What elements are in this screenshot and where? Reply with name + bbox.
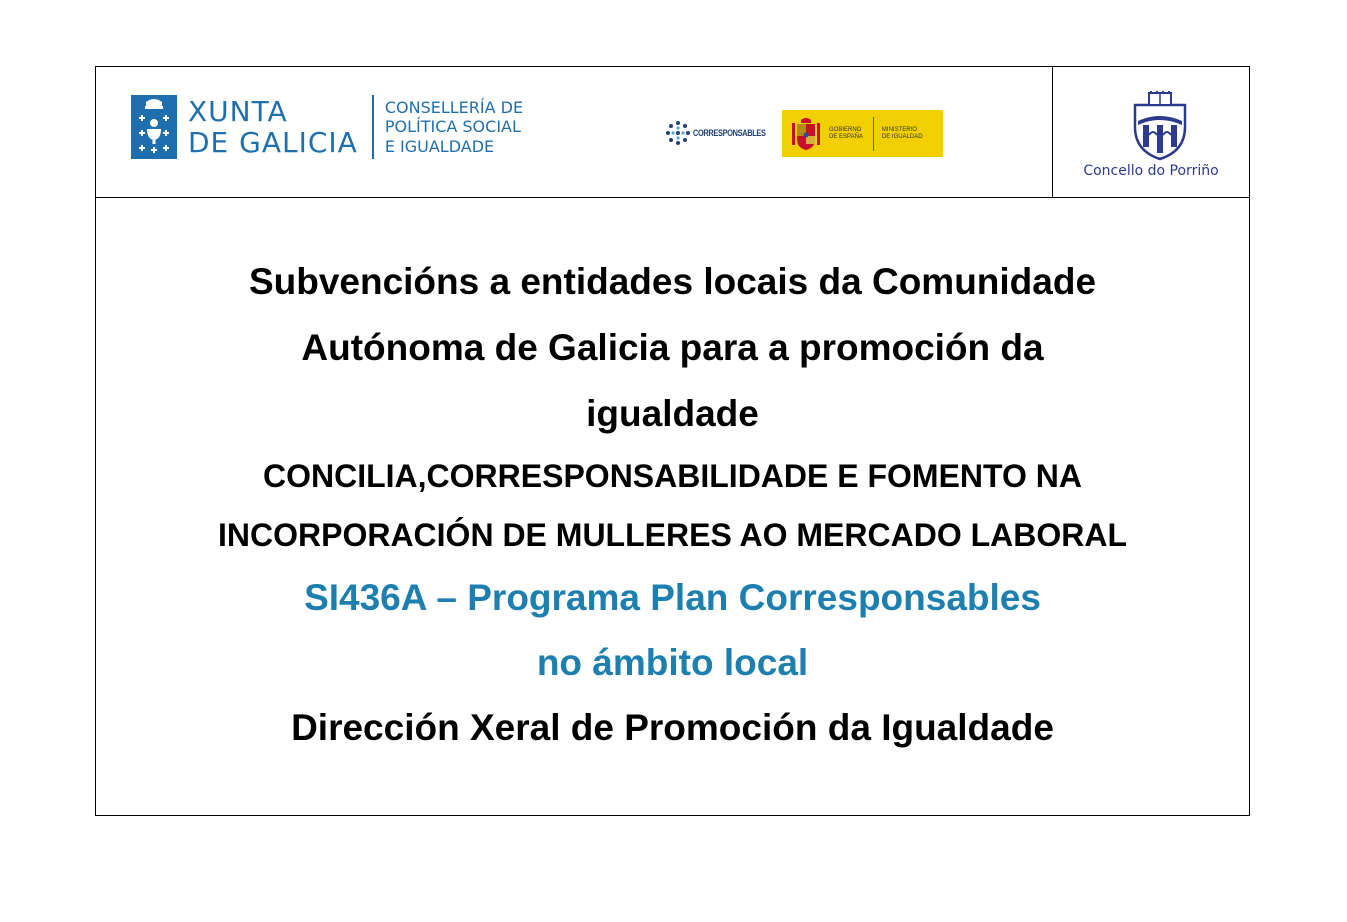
logo-header [96, 67, 1249, 198]
body-top-spacer [96, 198, 1249, 249]
xunta-name-line2: DE GALICIA [188, 126, 358, 159]
header-sponsors [96, 67, 1053, 197]
xunta-name-line1: XUNTA [188, 95, 288, 128]
program-line-1: SI436A – Programa Plan Corresponsables [304, 577, 1041, 618]
gobierno-line1: GOBIERNO [829, 126, 862, 133]
ministerio-label [882, 127, 923, 141]
concello-shield-icon [1131, 91, 1189, 161]
corresponsables-logo-icon [665, 120, 691, 146]
gobierno-logo [782, 110, 943, 157]
spain-coat-of-arms-icon [791, 117, 821, 151]
gobierno-line2: DE ESPAÑA [829, 133, 863, 140]
corresponsables-label: CORRESPONSABLES [693, 128, 766, 138]
notice-frame [95, 66, 1250, 816]
subtitle-line-2: INCORPORACIÓN DE MULLERES AO MERCADO LABORAL [217, 517, 1128, 553]
xunta-dept-line1: CONSELLERÍA DE [384, 97, 524, 117]
gobierno-divider [873, 117, 874, 151]
directorate-line: Dirección Xeral de Promoción da Igualdade [291, 707, 1054, 748]
concello-logo [1053, 67, 1249, 197]
subtitle-line-1: CONCILIA,CORRESPONSABILIDADE E FOMENTO NA [263, 458, 1082, 494]
title-line-2: Autónoma de Galicia para a promoción da [301, 327, 1044, 368]
xunta-dept-line3: E IGUALDADE [384, 136, 495, 156]
corresponsables-logo [665, 120, 782, 146]
title-line-1: Subvencións a entidades locais da Comunidade [248, 261, 1097, 302]
ministerio-line2: DE IGUALDAD [881, 133, 923, 140]
xunta-department [385, 98, 523, 157]
xunta-dept-line2: POLÍTICA SOCIAL [384, 117, 521, 137]
gobierno-label [829, 127, 863, 141]
xunta-divider [372, 95, 374, 159]
ministerio-line1: MINISTERIO [881, 126, 917, 133]
xunta-logo [131, 94, 523, 160]
title-line-3: igualdade [586, 393, 759, 434]
xunta-name [188, 96, 358, 158]
notice-body [96, 198, 1249, 761]
program-line-2: no ámbito local [536, 642, 809, 683]
xunta-emblem-icon [131, 95, 177, 159]
concello-name: Concello do Porriño [1083, 163, 1219, 179]
